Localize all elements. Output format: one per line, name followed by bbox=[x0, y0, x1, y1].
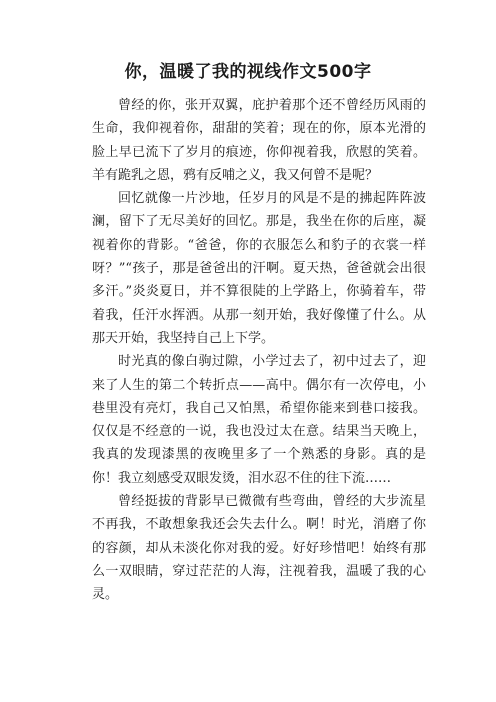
document-body bbox=[92, 94, 426, 607]
paragraph-4: 曾经挺拔的背影早已微微有些弯曲，曾经的大步流星不再我，不敢想象我还会失去什么。啊！时光，消磨了你的容颜，却从未淡化你对我的爱。好好珍惜吧！始终有那么一双眼睛，穿过茫茫的人海，注视着我，温暖了我的心灵。 bbox=[92, 494, 426, 603]
paragraph-3: 时光真的像白驹过隙，小学过去了，初中过去了，迎来了人生的第二个转折点——高中。偶尔有一次停电，小巷里没有亮灯，我自己又怕黑，希望你能来到巷口接我。仅仅是不经意的一说，我也没过太在意。结果当天晚上，我真的发现漆黑的夜晚里多了一个熟悉的身影。真的是你！我立刻感受双眼发烫，泪水忍不住的往下流…… bbox=[92, 354, 426, 486]
paragraph-1: 曾经的你，张开双翼，庇护着那个还不曾经历风雨的生命，我仰视着你，甜甜的笑着；现在的你，原本光滑的脸上早已流下了岁月的痕迹，你仰视着我，欣慰的笑着。羊有跪乳之恩，鸦有反哺之义，我又何曾不是呢？ bbox=[92, 98, 426, 183]
document-title: 你，温暖了我的视线作文500字 bbox=[124, 62, 372, 82]
paragraph-2: 回忆就像一片沙地，任岁月的风是不是的拂起阵阵波澜，留下了无尽美好的回忆。那是，我坐在你的后座，凝视着你的背影。“爸爸，你的衣服怎么和豹子的衣裳一样呀？”“孩子，那是爸爸出的汗啊。夏天热，爸爸就会出很多汗。”炎炎夏日，并不算很陡的上学路上，你骑着车，带着我，任汗水挥洒。从那一刻开始，我好像懂了什么。从那天开始，我坚持自己上下学。 bbox=[92, 191, 426, 346]
